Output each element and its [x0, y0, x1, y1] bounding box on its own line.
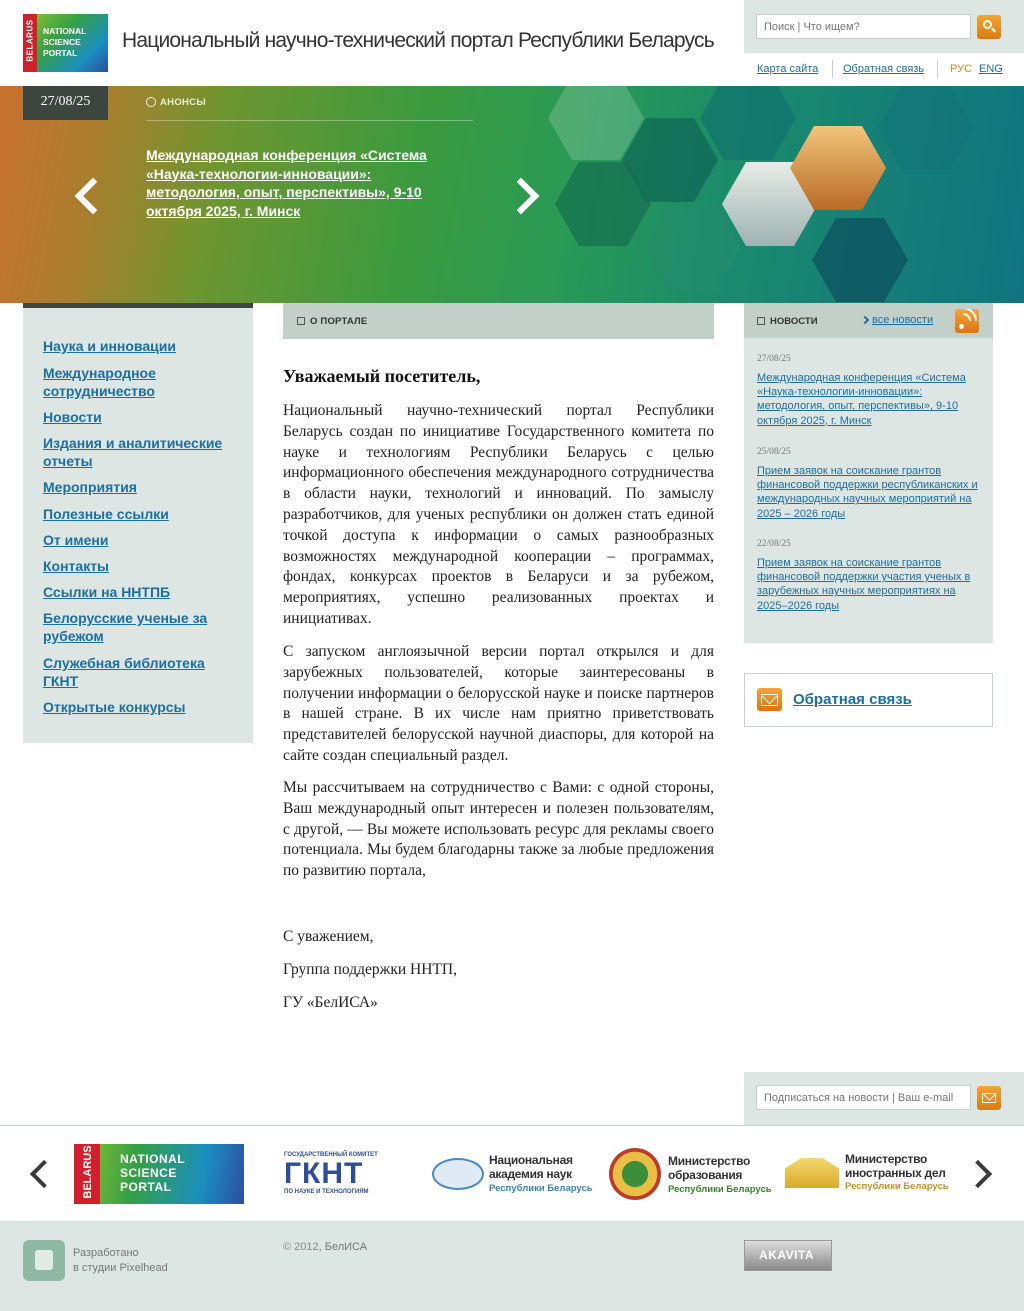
- divider: [937, 60, 938, 78]
- lang-en[interactable]: ENG: [979, 63, 1003, 75]
- akavita-counter[interactable]: AKAVITA: [744, 1240, 832, 1271]
- nav-item-news[interactable]: Новости: [43, 409, 102, 425]
- nav-item-publications[interactable]: Издания и аналитические отчеты: [43, 435, 223, 469]
- signature-line: ГУ «БелИСА»: [283, 994, 378, 1011]
- rss-icon[interactable]: [955, 309, 979, 333]
- nav-item-contacts[interactable]: Контакты: [43, 558, 110, 574]
- pixelhead-logo-icon[interactable]: [23, 1240, 65, 1281]
- banner-hex: [700, 86, 796, 160]
- announcements-label: АНОНСЫ: [160, 97, 206, 108]
- news-item-link[interactable]: Прием заявок на соискание грантов финансовой поддержки участия ученых в зарубежных научных мероприятиях на 2025–2026 годы: [757, 557, 971, 612]
- partner-logo-nsp[interactable]: BELARUS NATIONAL SCIENCE PORTAL: [74, 1144, 244, 1204]
- body-paragraph: С запуском англоязычной версии портал открылся и для зарубежных пользователей, которые заинтересованы в получении информации о белорусской науке и поиске партнеров в нашей стране. В их числе нам приятно приветствовать представителей белорусской научной диаспоры, для которой на сайте создан специальный раздел.: [283, 643, 714, 764]
- divider: [146, 120, 473, 121]
- nav-item-library[interactable]: Служебная библиотека ГКНТ: [43, 655, 205, 689]
- nav-item-links-to-portal[interactable]: Ссылки на ННТПБ: [43, 584, 171, 600]
- feedback-link[interactable]: Обратная связь: [793, 691, 912, 708]
- partner-logo-gknt[interactable]: ГОСУДАРСТВЕННЫЙ КОМИТЕТ ГКНТ ПО НАУКЕ И ТЕХНОЛОГИЯМ: [284, 1152, 378, 1195]
- nav-item-international[interactable]: Международное сотрудничество: [43, 365, 156, 399]
- academy-emblem-icon[interactable]: [432, 1158, 484, 1190]
- feedback-top-link[interactable]: Обратная связь: [843, 63, 925, 75]
- news-item-link[interactable]: Прием заявок на соискание грантов финансовой поддержки республиканских и международных научных мероприятий на 2025 – 2026 годы: [757, 465, 978, 520]
- developer-credit: Разработано в студии Pixelhead: [73, 1247, 168, 1274]
- signature-line: С уважением,: [283, 928, 374, 945]
- belisa-link[interactable]: БелИСА: [324, 1241, 368, 1253]
- banner-hex: [812, 218, 908, 302]
- nav-item-open-contests[interactable]: Открытые конкурсы: [43, 699, 186, 715]
- site-logo[interactable]: [23, 14, 108, 72]
- partner-logo-education[interactable]: Министерство образования: [668, 1154, 751, 1182]
- news-date: 25/08/25: [757, 447, 791, 457]
- news-title: НОВОСТИ: [770, 316, 818, 327]
- news-date: 22/08/25: [757, 539, 791, 549]
- site-title: Национальный научно-технический портал Республики Беларусь: [122, 29, 714, 52]
- search-button[interactable]: [977, 15, 1001, 39]
- nav-item-events[interactable]: Мероприятия: [43, 479, 137, 495]
- nav-item-science[interactable]: Наука и инновации: [43, 338, 176, 354]
- document-icon: [297, 317, 305, 325]
- list-icon: [757, 317, 765, 325]
- news-date: 27/08/25: [757, 354, 791, 364]
- signature-line: Группа поддержки ННТП,: [283, 961, 457, 978]
- subscribe-button[interactable]: [977, 1086, 1001, 1110]
- logo-text: NATIONAL SCIENCE PORTAL: [43, 26, 87, 58]
- clock-icon: [146, 97, 156, 107]
- divider: [832, 60, 833, 78]
- copyright: © 2012, БелИСА: [283, 1241, 368, 1253]
- lang-ru[interactable]: РУС: [950, 63, 973, 75]
- partner-sub: Республики Беларусь: [489, 1183, 593, 1194]
- nav-item-scientists-abroad[interactable]: Белорусские ученые за рубежом: [43, 610, 208, 644]
- partner-sub: Республики Беларусь: [845, 1181, 949, 1192]
- body-paragraph: Национальный научно-технический портал Республики Беларусь создан по инициативе Государственного комитета по науке и технологиям Республики Беларусь с целью информационного обеспечения международного сотрудничества в области науки, технологий и инноваций. По замыслу разработчиков, для ученых республики он должен стать единой точкой доступа к информации о самых разнообразных возможностях международной кооперации – программах, фондах, конкурсах проектов в Беларуси и за рубежом, мероприятиях, успешно реализованных проектах и инициативах.: [283, 402, 714, 627]
- coat-of-arms-icon[interactable]: [609, 1148, 661, 1200]
- search-input[interactable]: [756, 14, 971, 39]
- partner-logo-academy[interactable]: Национальная академия наук: [489, 1153, 573, 1181]
- news-item-link[interactable]: Международная конференция «Система «Наука-технологии-инновации»: методология, опыт, перспективы», 9-10 октября 2025, г. Минск: [757, 372, 966, 427]
- banner-date: 27/08/25: [23, 86, 108, 120]
- banner-hex: [645, 206, 741, 290]
- nav-item-on-behalf[interactable]: От имени: [43, 532, 109, 548]
- left-navigation: [23, 303, 253, 743]
- nav-item-useful-links[interactable]: Полезные ссылки: [43, 506, 169, 522]
- partner-logo-foreign-affairs[interactable]: Министерство иностранных дел: [845, 1152, 946, 1180]
- body-paragraph: Мы рассчитываем на сотрудничество с Вами: с одной стороны, Ваш международный опыт интересен и полезен пользователям, с другой, — Вы можете использовать ресурс для рекламы своего потенциала. Мы будем благодарны также за любые предложения по развитию портала,: [283, 779, 714, 880]
- banner-hex: [878, 86, 974, 170]
- all-news-link[interactable]: все новости: [872, 314, 934, 326]
- greeting-heading: Уважаемый посетитель,: [283, 366, 481, 386]
- envelope-icon: [757, 688, 782, 711]
- logo-belarus-text: BELARUS: [25, 19, 35, 62]
- section-title: О ПОРТАЛЕ: [310, 316, 368, 327]
- banner-headline-link[interactable]: Международная конференция «Система «Наука-технологии-инновации»: методология, опыт, перспективы», 9-10 октября 2025, г. Минск: [146, 147, 427, 219]
- subscribe-email-input[interactable]: [756, 1085, 971, 1110]
- partner-sub: Республики Беларусь: [668, 1184, 772, 1195]
- sitemap-link[interactable]: Карта сайта: [757, 63, 819, 75]
- pixelhead-link[interactable]: Pixelhead: [119, 1261, 168, 1274]
